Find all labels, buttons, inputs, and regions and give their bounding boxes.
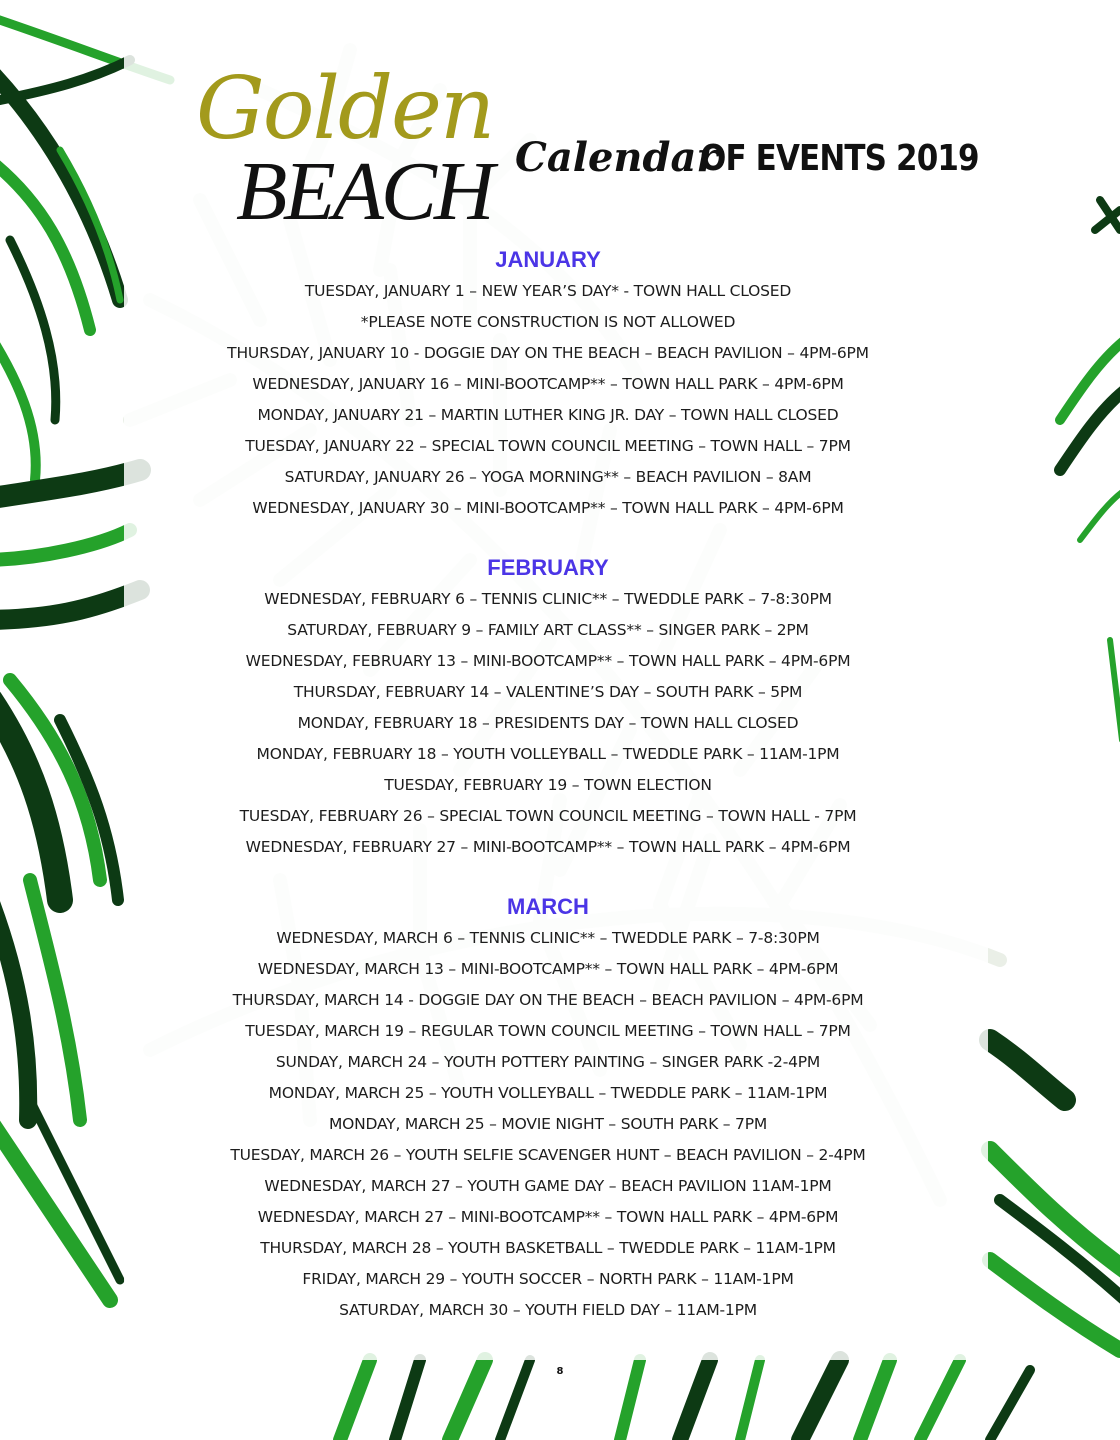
- event-line: MONDAY, FEBRUARY 18 – PRESIDENTS DAY – TOWN HALL CLOSED: [297, 714, 799, 732]
- month-heading: JANUARY: [495, 247, 601, 272]
- event-line: MONDAY, JANUARY 21 – MARTIN LUTHER KING JR. DAY – TOWN HALL CLOSED: [257, 406, 839, 424]
- month-heading: FEBRUARY: [487, 555, 609, 580]
- calendar-title-script: Calendar: [515, 134, 718, 181]
- event-line: MONDAY, MARCH 25 – YOUTH VOLLEYBALL – TWEDDLE PARK – 11AM-1PM: [268, 1084, 828, 1102]
- left-lower-fronds: [0, 470, 140, 1300]
- event-line: THURSDAY, JANUARY 10 - DOGGIE DAY ON THE BEACH – BEACH PAVILION – 4PM-6PM: [227, 344, 869, 362]
- event-line: THURSDAY, MARCH 28 – YOUTH BASKETBALL – TWEDDLE PARK – 11AM-1PM: [260, 1239, 836, 1257]
- logo-beach-text: BEACH: [236, 145, 492, 238]
- event-line: WEDNESDAY, FEBRUARY 13 – MINI-BOOTCAMP** – TOWN HALL PARK – 4PM-6PM: [245, 652, 851, 670]
- event-line: TUESDAY, MARCH 26 – YOUTH SELFIE SCAVENGER HUNT – BEACH PAVILION – 2-4PM: [230, 1146, 866, 1164]
- event-line: WEDNESDAY, JANUARY 16 – MINI-BOOTCAMP** – TOWN HALL PARK – 4PM-6PM: [252, 375, 844, 393]
- section-gap: [124, 863, 972, 891]
- bottom-fronds: [340, 1360, 1030, 1440]
- event-line: MONDAY, MARCH 25 – MOVIE NIGHT – SOUTH PARK – 7PM: [328, 1115, 768, 1133]
- event-line: WEDNESDAY, FEBRUARY 27 – MINI-BOOTCAMP** – TOWN HALL PARK – 4PM-6PM: [245, 838, 851, 856]
- logo-golden-text: Golden: [196, 59, 494, 159]
- event-line: SATURDAY, MARCH 30 – YOUTH FIELD DAY – 11AM-1PM: [339, 1301, 757, 1319]
- month-section-february: [124, 552, 972, 863]
- event-line: TUESDAY, JANUARY 1 – NEW YEAR’S DAY* - TOWN HALL CLOSED: [304, 282, 792, 300]
- event-line: FRIDAY, MARCH 29 – YOUTH SOCCER – NORTH PARK – 11AM-1PM: [302, 1270, 794, 1288]
- event-line: TUESDAY, MARCH 19 – REGULAR TOWN COUNCIL MEETING – TOWN HALL – 7PM: [245, 1022, 851, 1040]
- event-line: THURSDAY, MARCH 14 - DOGGIE DAY ON THE BEACH – BEACH PAVILION – 4PM-6PM: [232, 991, 864, 1009]
- event-line: THURSDAY, FEBRUARY 14 – VALENTINE’S DAY – SOUTH PARK – 5PM: [293, 683, 803, 701]
- event-line: WEDNESDAY, MARCH 27 – MINI-BOOTCAMP** – TOWN HALL PARK – 4PM-6PM: [257, 1208, 839, 1226]
- event-line: SATURDAY, FEBRUARY 9 – FAMILY ART CLASS** – SINGER PARK – 2PM: [287, 621, 809, 639]
- event-note: *PLEASE NOTE CONSTRUCTION IS NOT ALLOWED: [360, 313, 736, 331]
- page-number: 8: [556, 1366, 564, 1377]
- events-list: [124, 244, 972, 1326]
- calendar-title-events: OF EVENTS 2019: [700, 138, 979, 179]
- calendar-header: [0, 0, 1120, 240]
- right-fronds: [990, 200, 1120, 1350]
- event-line: TUESDAY, FEBRUARY 19 – TOWN ELECTION: [384, 776, 712, 794]
- month-heading: MARCH: [507, 894, 589, 919]
- event-line: WEDNESDAY, JANUARY 30 – MINI-BOOTCAMP** – TOWN HALL PARK – 4PM-6PM: [252, 499, 844, 517]
- section-gap: [124, 524, 972, 552]
- month-section-january: [124, 244, 972, 524]
- month-section-march: [124, 891, 972, 1326]
- event-line: SUNDAY, MARCH 24 – YOUTH POTTERY PAINTING – SINGER PARK -2-4PM: [275, 1053, 821, 1071]
- event-line: TUESDAY, JANUARY 22 – SPECIAL TOWN COUNCIL MEETING – TOWN HALL – 7PM: [245, 437, 851, 455]
- event-line: WEDNESDAY, MARCH 13 – MINI-BOOTCAMP** – TOWN HALL PARK – 4PM-6PM: [257, 960, 839, 978]
- event-line: WEDNESDAY, FEBRUARY 6 – TENNIS CLINIC** – TWEDDLE PARK – 7-8:30PM: [264, 590, 832, 608]
- event-line: SATURDAY, JANUARY 26 – YOGA MORNING** – BEACH PAVILION – 8AM: [284, 468, 812, 486]
- event-line: WEDNESDAY, MARCH 6 – TENNIS CLINIC** – TWEDDLE PARK – 7-8:30PM: [276, 929, 820, 947]
- event-line: TUESDAY, FEBRUARY 26 – SPECIAL TOWN COUNCIL MEETING – TOWN HALL - 7PM: [239, 807, 857, 825]
- event-line: WEDNESDAY, MARCH 27 – YOUTH GAME DAY – BEACH PAVILION 11AM-1PM: [264, 1177, 832, 1195]
- event-line: MONDAY, FEBRUARY 18 – YOUTH VOLLEYBALL – TWEDDLE PARK – 11AM-1PM: [256, 745, 840, 763]
